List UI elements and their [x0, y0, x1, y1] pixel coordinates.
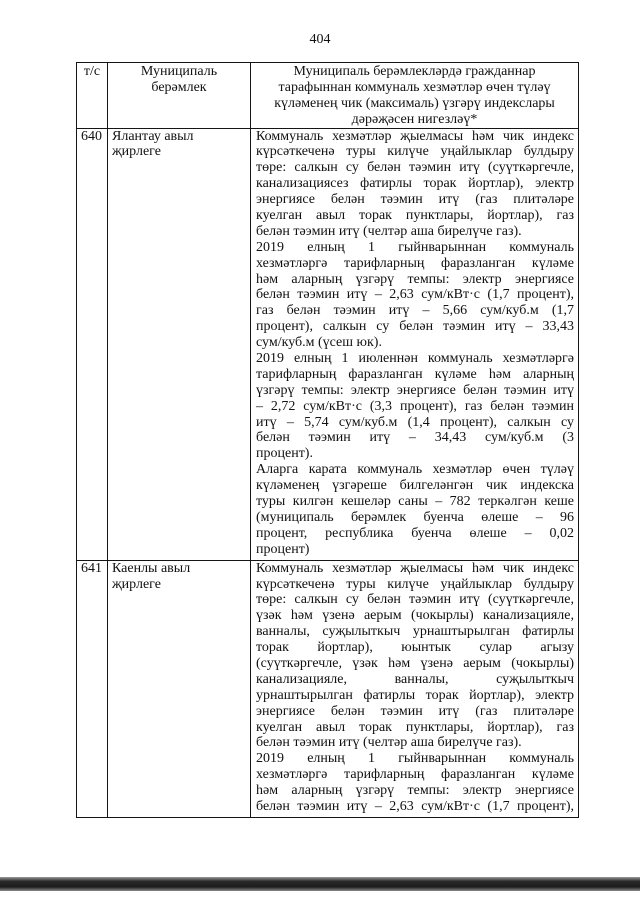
text-line: күрсәткеченә туры килүче уңайлыклар булдыру	[256, 576, 574, 592]
text-line: тарифларның фаразланган күләме һәм аларның	[256, 366, 574, 382]
text-line: энергиясе белән тәэмин итү (газ плитәләре	[256, 703, 574, 719]
text-line: Коммуналь хезмәтләр җыелмасы һәм чик индекс	[256, 560, 574, 576]
text-line: белән тәэмин итү – 34,43 сум/куб.м (3	[256, 430, 574, 446]
text-line: үзгәрү темпы: электр энергиясе белән тәэмин итү	[256, 382, 574, 398]
scan-edge-band	[0, 877, 640, 891]
text-line: 2019 елның 1 гыйнварыннан коммуналь	[256, 239, 574, 255]
municipality-name-line: Ялантау авыл	[112, 128, 194, 144]
justification-paragraph	[256, 462, 574, 557]
municipality-name-line: җирлеге	[112, 144, 161, 160]
text-line: һәм аларның үзгәрү темпы: электр энергиясе	[256, 271, 574, 287]
text-line: күрсәткеченә туры килүче уңайлыклар булдыру	[256, 144, 574, 160]
text-line: белән тәэмин итү (челтәр аша бирелүче газ).	[256, 735, 522, 751]
header-municipality-line: берәмлек	[151, 79, 207, 95]
text-line: туры килгән кешеләр саны – 782 теркәлгән кеше	[256, 494, 574, 510]
text-line: хезмәтләргә тарифларның фаразланган күләме	[256, 255, 574, 271]
text-line: белән тәэмин итү (челтәр аша бирелүче газ).	[256, 223, 522, 239]
table-body	[77, 128, 579, 817]
text-line: (суүткәргечле, үзәк һәм үзенә аерым (чокырлы)	[256, 655, 574, 671]
table-header-row	[77, 63, 579, 129]
justification-paragraph	[256, 351, 574, 462]
text-line: энергиясе белән тәэмин итү (газ плитәләре	[256, 192, 574, 208]
text-line: итү – 5,74 сум/куб.м (1,4 процент), салкын су	[256, 414, 574, 430]
text-line: куелган авыл торак пунктлары, йортлар), газ	[256, 719, 574, 735]
text-line: сум/куб.м (үсеш юк).	[256, 335, 382, 351]
justification-paragraph	[256, 751, 574, 815]
text-line: Коммуналь хезмәтләр җыелмасы һәм чик индекс	[256, 128, 574, 144]
municipality-name-line: җирлеге	[112, 576, 161, 592]
text-line: – 2,72 сум/кВт·с (3,3 процент), газ белән тәэмин	[256, 398, 574, 414]
header-justification	[251, 63, 579, 129]
text-line: 2019 елның 1 июленнән коммуналь хезмәтләргә	[256, 351, 574, 367]
table-row	[77, 128, 579, 560]
row-number-cell	[77, 128, 108, 560]
header-justification-line: дәрәҗәсен нигезләү*	[351, 111, 478, 127]
row-number: 640	[81, 128, 102, 144]
text-line: белән тәэмин итү – 2,63 сум/кВт·с (1,7 процент),	[256, 798, 574, 814]
text-line: ванналы, суҗылыткыч урнаштырылган фатирлы	[256, 624, 574, 640]
text-line: (муниципаль берәмлек буенча өлеше – 96	[256, 509, 574, 525]
text-line: канализацияле, ванналы, суҗылыткыч	[256, 671, 574, 687]
table-row	[77, 560, 579, 817]
header-justification-line: күләменең чик (максималь) үзгәрү индекслары	[274, 95, 555, 111]
header-justification-line: Муниципаль берәмлекләрдә гражданнар	[293, 64, 536, 79]
text-line: хезмәтләргә тарифларның фаразланган күләме	[256, 767, 574, 783]
text-line: Аларга карата коммуналь хезмәтләр өчен түләү	[256, 462, 574, 478]
text-line: процент, республика буенча өлеше – 0,02	[256, 525, 574, 541]
text-line: газ белән тәэмин итү – 5,66 сум/куб.м (1,7	[256, 303, 574, 319]
header-justification-line: тарафыннан коммуналь хезмәтләр өчен түләү	[278, 79, 551, 95]
municipality-cell	[108, 128, 251, 560]
header-municipality-line: Муниципаль	[140, 64, 218, 79]
text-line: белән тәэмин итү – 2,63 сум/кВт·с (1,7 процент),	[256, 287, 574, 303]
justification-cell	[251, 128, 579, 560]
municipality-cell	[108, 560, 251, 817]
row-number-cell	[77, 560, 108, 817]
text-line: үзәк һәм үзенә аерым (чокырлы) канализацияле,	[256, 608, 574, 624]
text-line: урнаштырылган фатирлы торак йортлар), электр	[256, 687, 574, 703]
page-number: 404	[309, 32, 331, 47]
municipality-name-line: Каенлы авыл	[112, 560, 191, 576]
text-line: 2019 елның 1 гыйнварыннан коммуналь	[256, 751, 574, 767]
text-line: төре: салкын су белән тәэмин итү (суүткәргечле,	[256, 592, 574, 608]
text-line: процент), салкын су белән тәэмин итү – 33,43	[256, 319, 574, 335]
justification-paragraph	[256, 240, 574, 351]
justification-paragraph	[256, 561, 574, 752]
text-line: куелган авыл торак пунктлары, йортлар), газ	[256, 208, 574, 224]
text-line: торак йортлар), юынтык сулар агызу	[256, 640, 574, 656]
text-line: процент)	[256, 541, 310, 557]
justification-cell	[251, 560, 579, 817]
text-line: һәм аларның үзгәрү темпы: электр энергиясе	[256, 783, 574, 799]
header-municipality	[108, 63, 251, 129]
header-index	[77, 63, 108, 129]
municipal-index-table	[76, 62, 579, 818]
text-line: канализациясез фатирлы торак йортлар), электр	[256, 176, 574, 192]
header-index-label: т/с	[83, 64, 101, 79]
justification-paragraph	[256, 129, 574, 240]
row-number: 641	[81, 560, 102, 576]
text-line: процент).	[256, 446, 313, 462]
text-line: төре: салкын су белән тәэмин итү (суүткәргечле,	[256, 160, 574, 176]
text-line: күләменең үзгәреше билгеләнгән чик индекска	[256, 478, 574, 494]
